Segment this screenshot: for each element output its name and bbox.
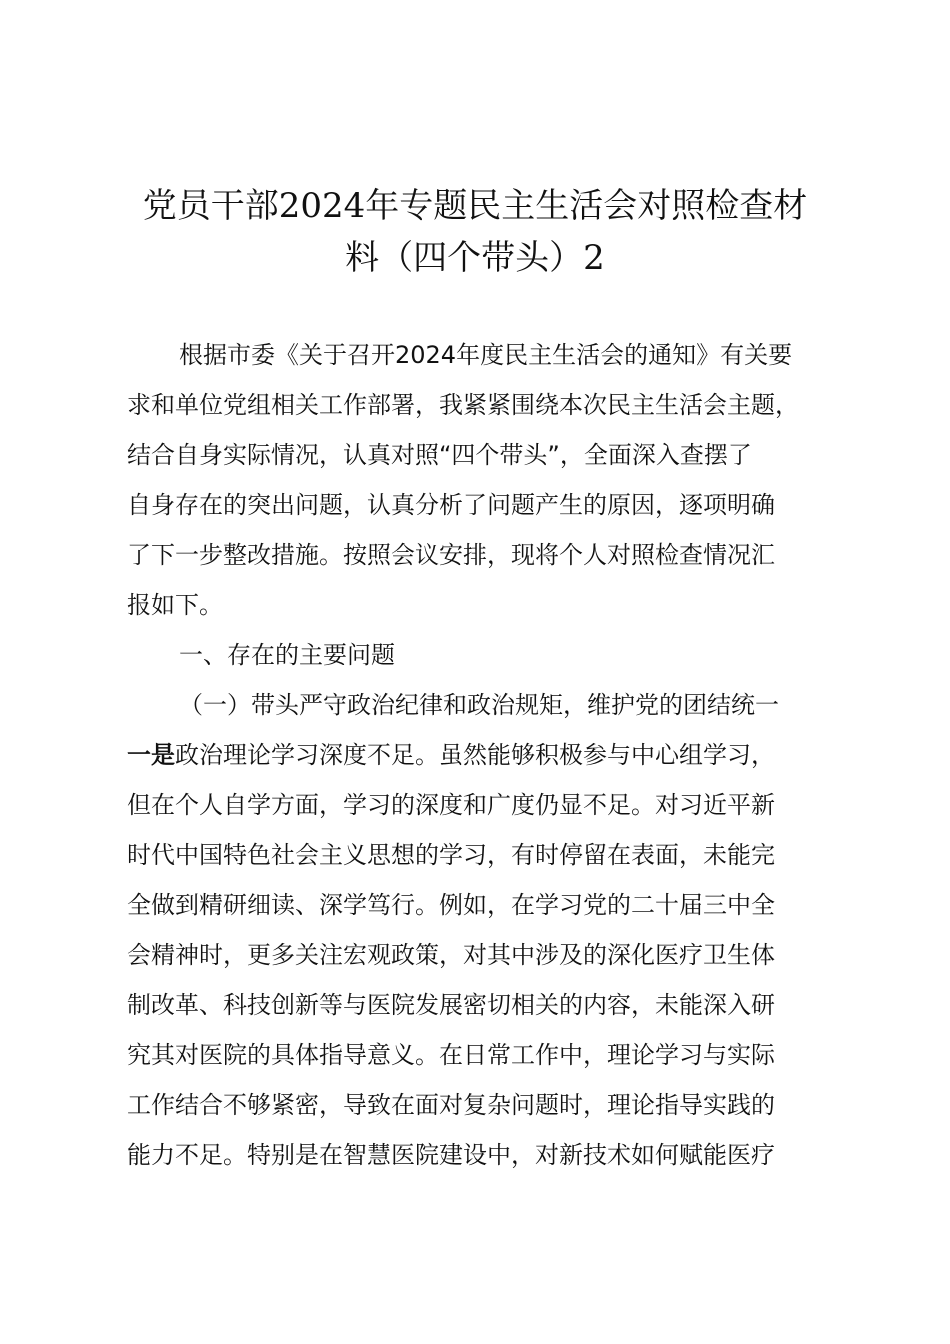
document-body — [127, 330, 837, 1180]
section-heading: 一、存在的主要问题 — [179, 641, 395, 669]
point-first-line-text: 政治理论学习深度不足。虽然能够积极参与中心组学习， — [175, 741, 775, 769]
intro-line: 了下一步整改措施。按照会议安排，现将个人对照检查情况汇 — [127, 541, 775, 569]
title-line-1: 党员干部2024年专题民主生活会对照检查材 — [142, 186, 808, 226]
point-line: 究其对医院的具体指导意义。在日常工作中，理论学习与实际 — [127, 1041, 775, 1069]
intro-line: 报如下。 — [127, 591, 223, 619]
intro-line: 结合自身实际情况，认真对照“四个带头”，全面深入查摆了 — [127, 441, 752, 469]
intro-line: 求和单位党组相关工作部署，我紧紧围绕本次民主生活会主题， — [127, 391, 799, 419]
point-line: 全做到精研细读、深学笃行。例如，在学习党的二十届三中全 — [127, 891, 775, 919]
document-title — [120, 180, 830, 284]
point-line: 但在个人自学方面，学习的深度和广度仍显不足。对习近平新 — [127, 791, 775, 819]
point-lead: 一是 — [127, 741, 175, 769]
subsection-heading: （一）带头严守政治纪律和政治规矩，维护党的团结统一 — [179, 691, 779, 719]
point-first-line — [127, 730, 837, 780]
point-line: 时代中国特色社会主义思想的学习，有时停留在表面，未能完 — [127, 841, 775, 869]
point-line: 能力不足。特别是在智慧医院建设中，对新技术如何赋能医疗 — [127, 1141, 775, 1169]
point-line: 制改革、科技创新等与医院发展密切相关的内容，未能深入研 — [127, 991, 775, 1019]
point-line: 会精神时，更多关注宏观政策，对其中涉及的深化医疗卫生体 — [127, 941, 775, 969]
intro-line: 自身存在的突出问题，认真分析了问题产生的原因，逐项明确 — [127, 491, 775, 519]
title-line-2: 料（四个带头）2 — [345, 238, 605, 278]
intro-line: 根据市委《关于召开2024年度民主生活会的通知》有关要 — [179, 341, 793, 369]
point-line: 工作结合不够紧密，导致在面对复杂问题时，理论指导实践的 — [127, 1091, 775, 1119]
